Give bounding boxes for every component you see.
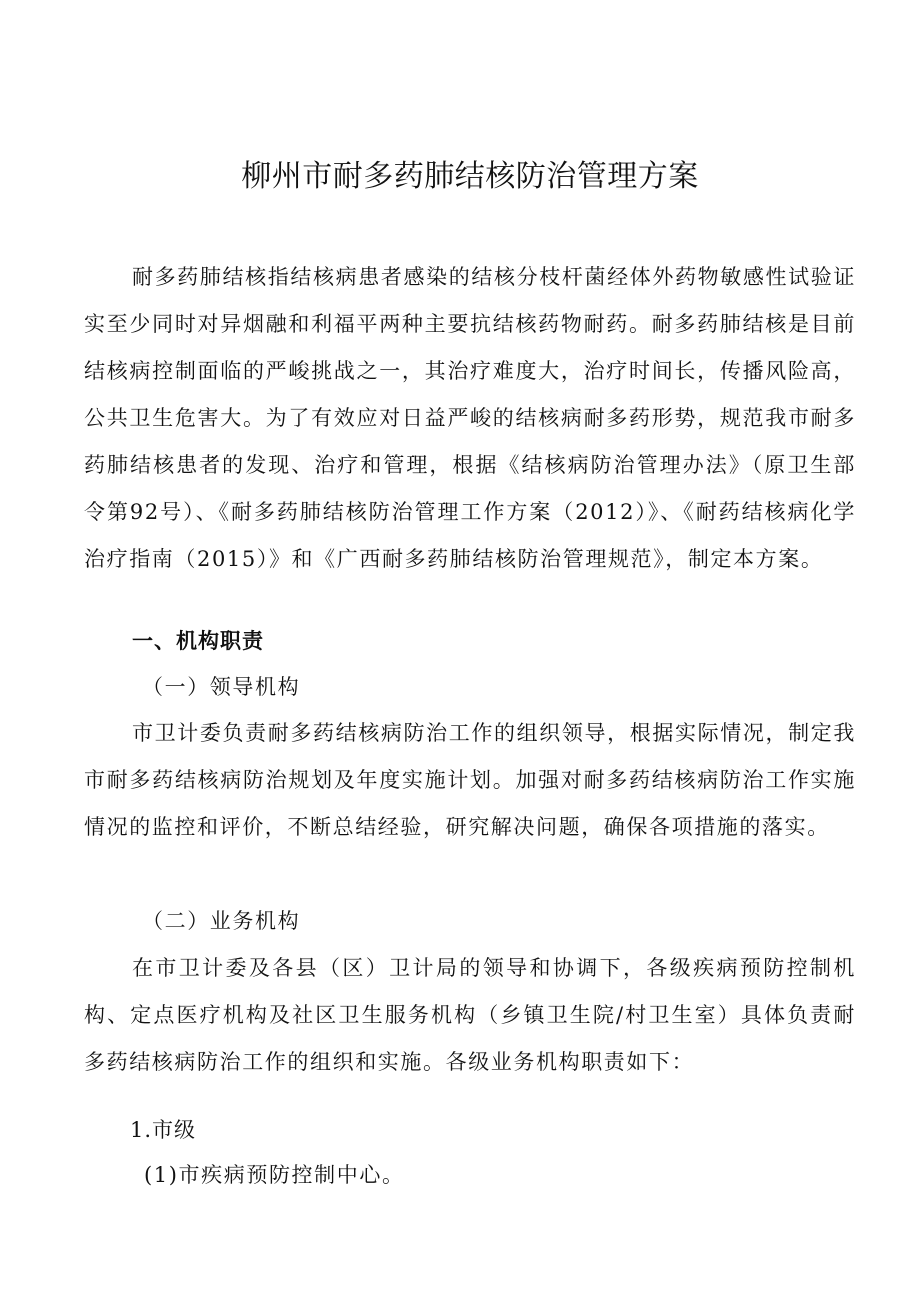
section-heading-institution-duties: 一、机构职责 [132, 629, 264, 653]
list-item-cdc: (1)市疾病预防控制中心。 [144, 1163, 405, 1187]
level-heading-city: 1.市级 [130, 1118, 197, 1142]
leadership-paragraph: 市卫计委负责耐多药结核病防治工作的组织领导，根据实际情况，制定我市耐多药结核病防治规划及年度实施计划。加强对耐多药结核病防治工作实施情况的监控和评价，不断总结经验，研究解决问题，确保各项措施的落实。 [84, 721, 856, 839]
subsection-heading-leadership: （一）领导机构 [142, 675, 301, 699]
subsection-heading-business: （二）业务机构 [142, 909, 301, 933]
business-paragraph: 在市卫计委及各县（区）卫计局的领导和协调下，各级疾病预防控制机构、定点医疗机构及社区卫生服务机构（乡镇卫生院/村卫生室）具体负责耐多药结核病防治工作的组织和实施。各级业务机构职责如下： [84, 956, 856, 1074]
intro-paragraph: 耐多药肺结核指结核病患者感染的结核分枝杆菌经体外药物敏感性试验证实至少同时对异烟融和利福平两种主要抗结核药物耐药。耐多药肺结核是目前结核病控制面临的严峻挑战之一，其治疗难度大，治疗时间长，传播风险高，公共卫生危害大。为了有效应对日益严峻的结核病耐多药形势，规范我市耐多药肺结核患者的发现、治疗和管理，根据《结核病防治管理办法》（原卫生部令第92号）、《耐多药肺结核防治管理工作方案（2012）》、《耐药结核病化学治疗指南（2015）》和《广西耐多药肺结核防治管理规范》，制定本方案。 [84, 265, 856, 571]
document-title: 柳州市耐多药肺结核防治管理方案 [241, 159, 699, 194]
